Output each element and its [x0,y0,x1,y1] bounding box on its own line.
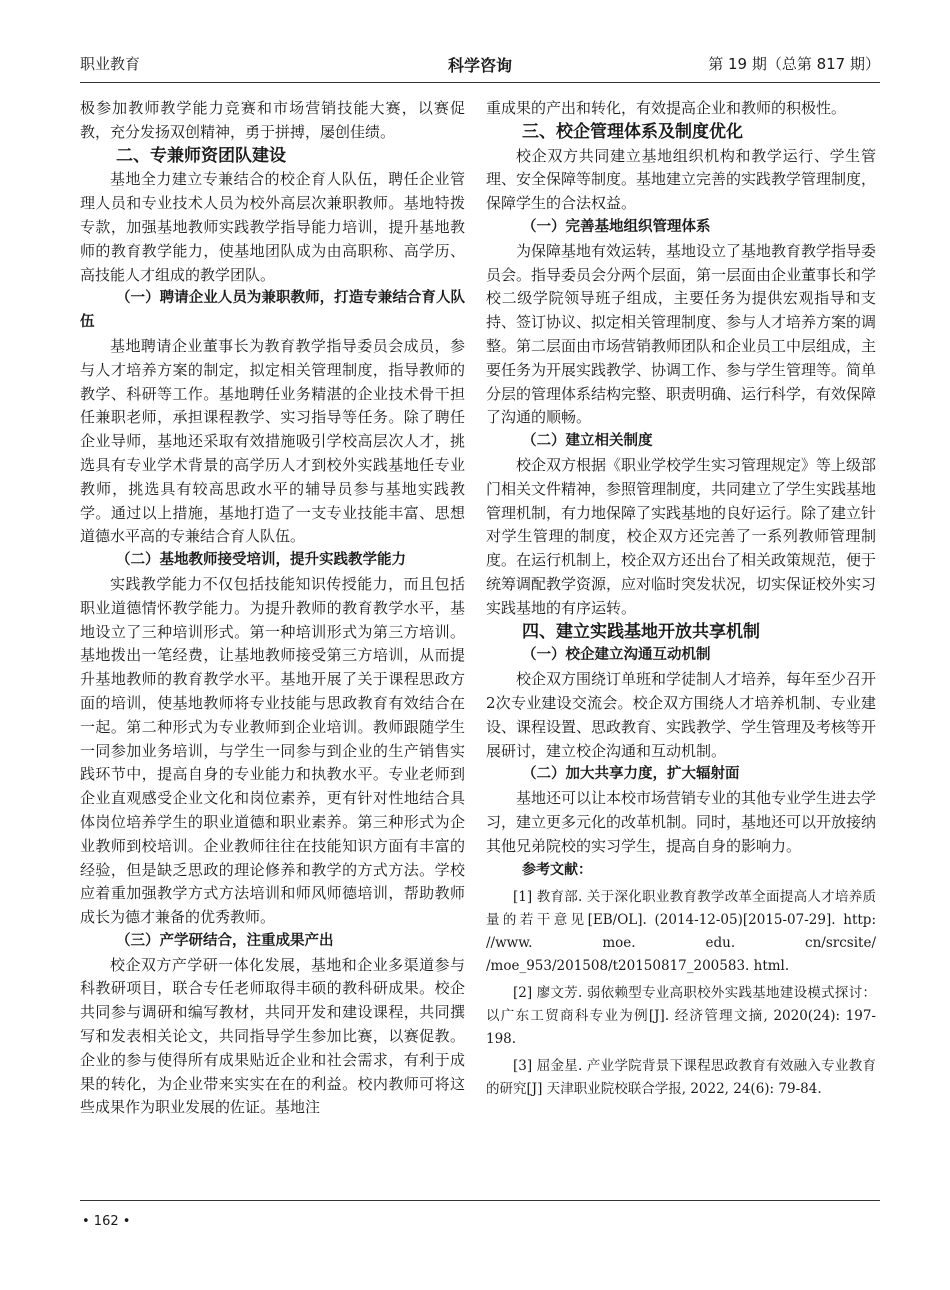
subsection-heading: （一）聘请企业人员为兼职教师，打造专兼结合育人队伍 [80,290,465,331]
paragraph: 基地聘请企业董事长为教育教学指导委员会成员，参与人才培养方案的制定，拟定相关管理制度，指导教师的教学、科研等工作。基地聘任业务精湛的企业技术骨干担任兼职老师，承担课程教学、实习指导等任务。除了聘任企业导师，基地还采取有效措施吸引学校高层次人才，挑选具有专业学术背景的高学历人才到校外实践基地任专业教师，挑选具有较高思政水平的辅导员参与基地实践教学。通过以上措施，基地打造了一支专业技能丰富、思想道德水平高的专兼结合育人队伍。 [80,336,465,546]
right-column [486,97,876,1101]
footer-rule [80,1200,880,1201]
left-column [80,97,465,1120]
page-number: • 162 • [82,1214,131,1229]
section-heading: 二、专兼师资团队建设 [116,145,286,166]
paragraph: 极参加教师教学能力竞赛和市场营销技能大赛，以赛促教，充分发扬双创精神，勇于拼搏，屡创佳绩。 [80,99,465,141]
header-rule [80,82,880,83]
paragraph: 校企双方围绕订单班和学徒制人才培养，每年至少召开2次专业建设交流会。校企双方围绕人才培养机制、专业建设、课程设置、思政教育、实践教学、学生管理及考核等开展研讨，建立校企沟通和互动机制。 [486,670,877,760]
section-heading: 三、校企管理体系及制度优化 [522,121,743,142]
paragraph: 校企双方根据《职业学校学生实习管理规定》等上级部门相关文件精神，参照管理制度，共同建立了学生实践基地管理机制，有力地保障了实践基地的良好运行。除了建立针对学生管理的制度，校企双方还完善了一系列教师管理制度。在运行机制上，校企双方还出台了相关政策规范，便于统筹调配教学资源，应对临时突发状况，切实保证校外实习实践基地的有序运转。 [486,455,877,617]
reference-item: [2] 廖文芳. 弱依赖型专业高职校外实践基地建设模式探讨：以广东工贸商科专业为例[J]. 经济管理文摘, 2020(24): 197-198. [486,985,876,1048]
running-header [80,50,880,80]
subsection-heading: （一）校企建立沟通互动机制 [522,647,711,664]
reference-item: [1] 教育部. 关于深化职业教育教学改革全面提高人才培养质量的若干意见[EB/OL]. (2014-12-05)[2015-07-29]. http: //www. moe. edu. cn/srcsite/ /moe_953/201508/t20150817_200583. html. [486,889,876,975]
paragraph: 实践教学能力不仅包括技能知识传授能力，而且包括职业道德情怀教学能力。为提升教师的教育教学水平，基地设立了三种培训形式。第一种培训形式为第三方培训。基地拨出一笔经费，让基地教师接受第三方培训，从而提升基地教师的教育教学水平。基地开展了关于课程思政方面的培训，使基地教师将专业技能与思政教育有效结合在一起。第二种形式为专业教师到企业培训。教师跟随学生一同参加业务培训，与学生一同参与到企业的生产销售实践环节中，提高自身的专业能力和执教水平。专业老师到企业直观感受企业文化和岗位素养，更有针对性地结合具体岗位培养学生的职业道德和职业素养。第三种形式为企业教师到校培训。企业教师往往在技能知识方面有丰富的经验，但是缺乏思政的理论修养和教学的方式方法。学校应着重加强教学方式方法培训和师风师德培训，帮助教师成长为德才兼备的优秀教师。 [80,574,465,927]
subsection-heading: （二）加大共享力度，扩大辐射面 [522,766,740,783]
subsection-heading: （一）完善基地组织管理体系 [522,218,711,235]
paragraph: 重成果的产出和转化，有效提高企业和教师的积极性。 [486,99,847,117]
paragraph: 为保障基地有效运转，基地设立了基地教育教学指导委员会。指导委员会分两个层面，第一层面由企业董事长和学校二级学院领导班子组成，主要任务为提供宏观指导和支持、签订协议、拟定相关管理制度、参与人才培养方案的调整。第二层面由市场营销教师团队和企业员工中层组成，主要任务为开展实践教学、协调工作、参与学生管理等。简单分层的管理体系结构完整、职责明确、运行科学，有效保障了沟通的顺畅。 [486,241,877,427]
journal-section: 职业教育 [80,55,141,73]
paragraph: 校企双方共同建立基地组织机构和教学运行、学生管理、安全保障等制度。基地建立完善的实践教学管理制度，保障学生的合法权益。 [486,146,877,213]
paragraph: 基地还可以让本校市场营销专业的其他专业学生进去学习，建立更多元化的改革机制。同时，基地还可以开放接纳其他兄弟院校的实习学生，提高自身的影响力。 [486,789,877,855]
references-heading: 参考文献： [522,861,592,878]
subsection-heading: （二）基地教师接受培训，提升实践教学能力 [116,552,406,569]
section-heading: 四、建立实践基地开放共享机制 [522,621,760,642]
paragraph: 校企双方产学研一体化发展，基地和企业多渠道参与科教研项目，联合专任老师取得丰硕的教科研成果。校企共同参与调研和编写教材，共同开发和建设课程，共同撰写和发表相关论文，共同指导学生参加比赛，以赛促教。企业的参与使得所有成果贴近企业和社会需求，有利于成果的转化，为企业带来实实在在的利益。校内教师可将这些成果作为职业发展的佐证。基地注 [80,955,465,1117]
journal-title: 科学咨询 [447,56,512,75]
subsection-heading: （三）产学研结合，注重成果产出 [116,932,334,949]
issue-info: 第 19 期（总第 817 期） [708,55,880,73]
reference-item: [3] 屈金星. 产业学院背景下课程思政教育有效融入专业教育的研究[J] 天津职业院校联合学报, 2022, 24(6): 79-84. [486,1058,876,1098]
subsection-heading: （二）建立相关制度 [522,433,653,450]
paragraph: 基地全力建立专兼结合的校企育人队伍，聘任企业管理人员和专业技术人员为校外高层次兼职教师。基地特拨专款，加强基地教师实践教学指导能力培训，提升基地教师的教育教学能力，使基地团队成为由高职称、高学历、高技能人才组成的教学团队。 [80,170,465,284]
